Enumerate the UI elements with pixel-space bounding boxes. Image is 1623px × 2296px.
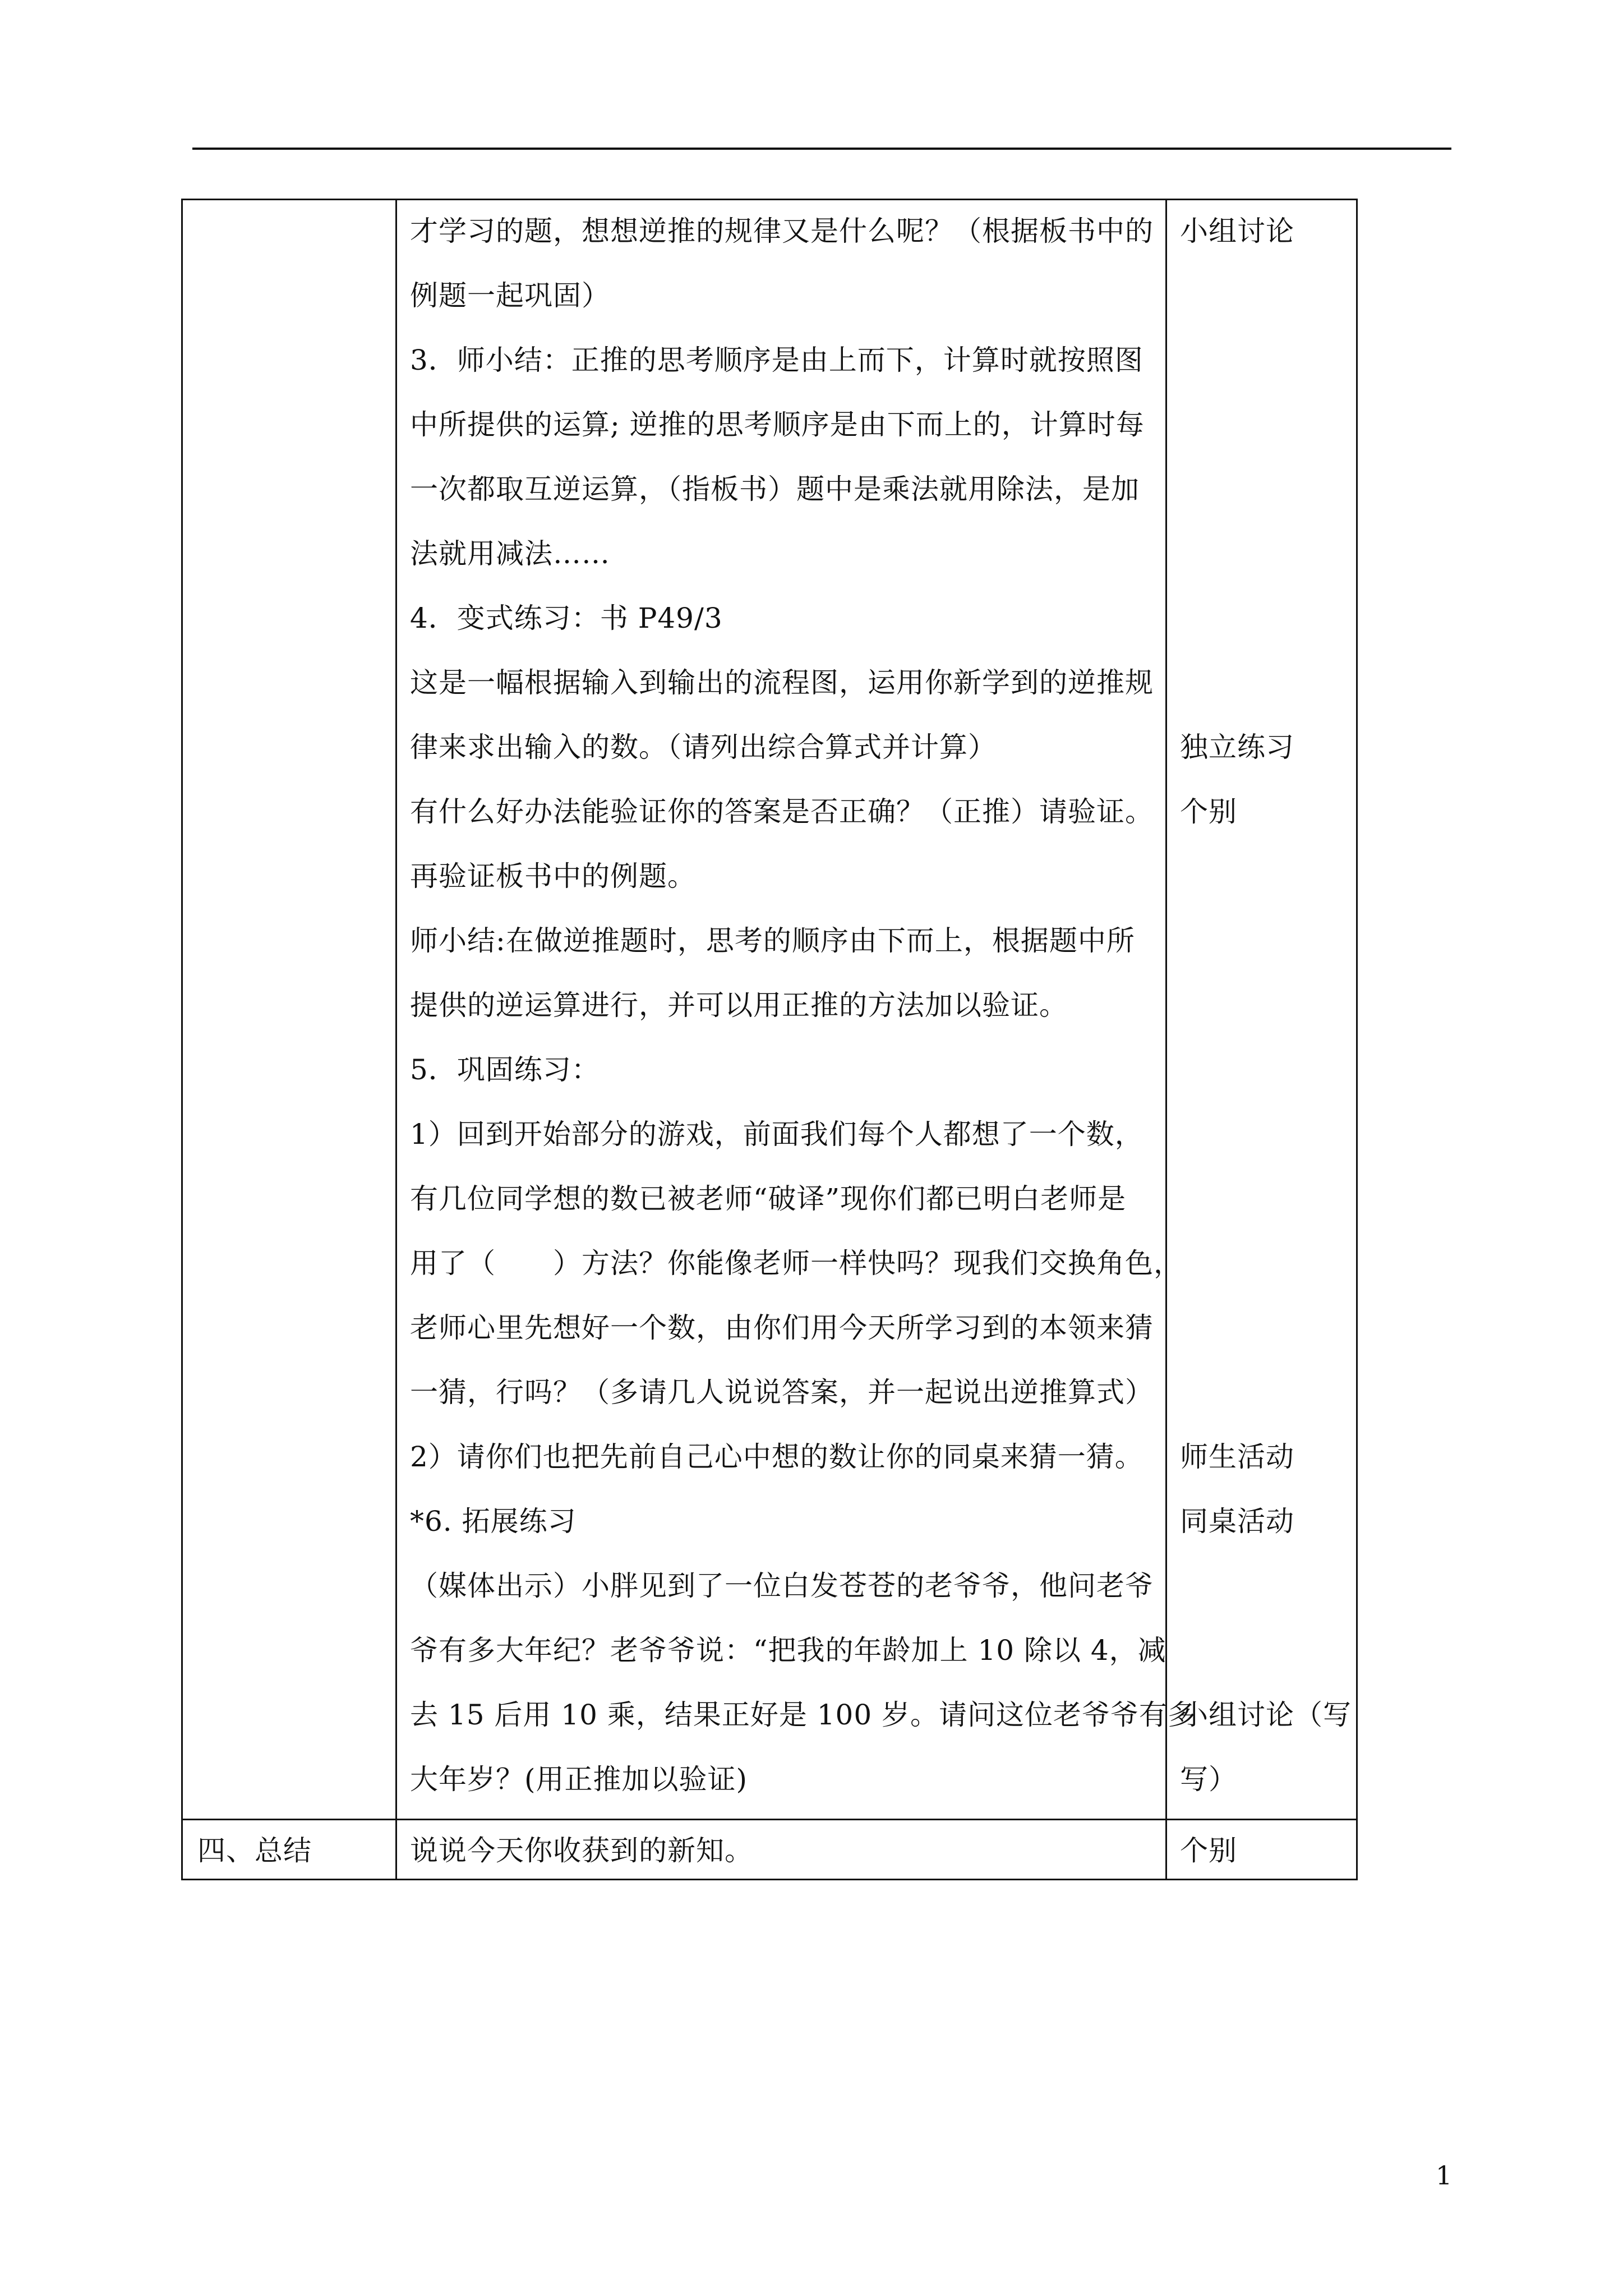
summary-content: 说说今天你收获到的新知。 — [410, 1834, 753, 1867]
page-number: 1 — [1436, 2160, 1453, 2191]
content-line: 再验证板书中的例题。 — [410, 860, 696, 892]
row-divider — [183, 1819, 1356, 1820]
content-line: 这是一幅根据输入到输出的流程图，运用你新学到的逆推规 — [410, 666, 1154, 699]
content-line: 有几位同学想的数已被老师“破译”现你们都已明白老师是 — [410, 1182, 1127, 1215]
content-line: 大年岁？(用正推加以验证) — [410, 1763, 748, 1796]
form-note: 写） — [1180, 1763, 1237, 1796]
content-line: （媒体出示）小胖见到了一位白发苍苍的老爷爷，他问老爷 — [410, 1570, 1154, 1602]
content-line: 例题一起巩固） — [410, 279, 610, 312]
content-line: 3．师小结：正推的思考顺序是由上而下，计算时就按照图 — [410, 344, 1144, 376]
content-line: 爷有多大年纪？老爷爷说：“把我的年龄加上 10 除以 4，减 — [410, 1634, 1166, 1667]
content-line: 师小结:在做逆推题时，思考的顺序由下而上，根据题中所 — [410, 924, 1135, 957]
content-line: 提供的逆运算进行，并可以用正推的方法加以验证。 — [410, 989, 1068, 1022]
column-divider-left — [395, 200, 397, 1879]
content-line: 法就用减法…… — [410, 537, 610, 570]
form-note: 独立练习 — [1180, 731, 1294, 763]
content-line: 4．变式练习：书 P49/3 — [410, 602, 723, 634]
header-rule — [192, 148, 1451, 150]
content-line: 用了（ ）方法？你能像老师一样快吗？现我们交换角色， — [410, 1247, 1182, 1280]
content-line: 1）回到开始部分的游戏，前面我们每个人都想了一个数， — [410, 1118, 1144, 1151]
content-line: 有什么好办法能验证你的答案是否正确？（正推）请验证。 — [410, 795, 1154, 828]
lesson-table — [181, 199, 1358, 1880]
content-line: 去 15 后用 10 乘，结果正好是 100 岁。请问这位老爷爷有多 — [410, 1699, 1197, 1731]
content-line: 一次都取互逆运算，（指板书）题中是乘法就用除法，是加 — [410, 473, 1140, 505]
stage-label: 四、总结 — [197, 1834, 312, 1867]
form-note: 小组讨论 — [1180, 215, 1294, 247]
content-line: 律来求出输入的数。（请列出综合算式并计算） — [410, 731, 997, 763]
content-line: 2）请你们也把先前自己心中想的数让你的同桌来猜一猜。 — [410, 1441, 1144, 1473]
column-divider-right — [1165, 200, 1167, 1879]
summary-form: 个别 — [1180, 1834, 1237, 1867]
content-line: *6. 拓展练习 — [410, 1505, 577, 1538]
content-line: 老师心里先想好一个数，由你们用今天所学习到的本领来猜 — [410, 1312, 1154, 1344]
content-line: 中所提供的运算; 逆推的思考顺序是由下而上的，计算时每 — [410, 408, 1145, 441]
form-note: 个别 — [1180, 795, 1237, 828]
form-note: 小组讨论（写 — [1180, 1699, 1352, 1731]
form-note: 师生活动 — [1180, 1441, 1294, 1473]
content-line: 才学习的题，想想逆推的规律又是什么呢？（根据板书中的 — [410, 215, 1154, 247]
content-line: 5．巩固练习： — [410, 1053, 600, 1086]
form-note: 同桌活动 — [1180, 1505, 1294, 1538]
content-line: 一猜，行吗？（多请几人说说答案，并一起说出逆推算式） — [410, 1376, 1154, 1409]
